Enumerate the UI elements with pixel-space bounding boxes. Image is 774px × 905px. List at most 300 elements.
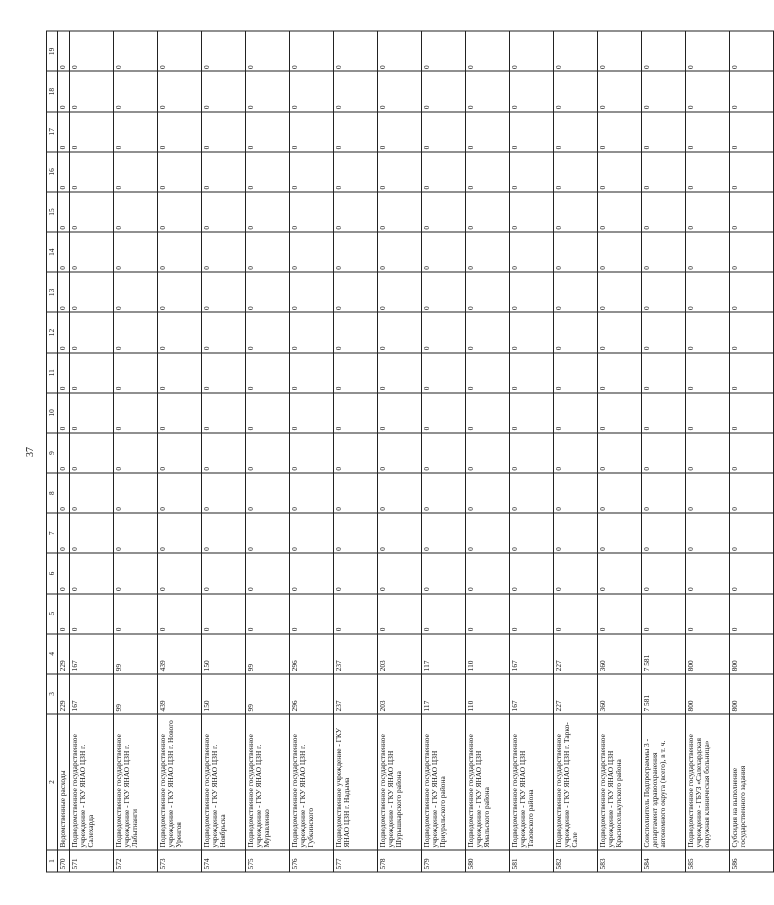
value-cell: 0 bbox=[333, 31, 377, 71]
value-cell: 0 bbox=[245, 473, 289, 513]
value-cell: 0 bbox=[201, 433, 245, 473]
value-cell: 439 bbox=[157, 674, 201, 714]
value-cell: 0 bbox=[597, 513, 641, 553]
value-cell: 0 bbox=[641, 112, 685, 152]
value-cell: 0 bbox=[157, 272, 201, 312]
value-cell: 0 bbox=[465, 473, 509, 513]
value-cell: 0 bbox=[113, 473, 157, 513]
value-cell: 0 bbox=[113, 553, 157, 593]
value-cell: 0 bbox=[509, 353, 553, 393]
value-cell: 0 bbox=[333, 312, 377, 352]
value-cell: 0 bbox=[641, 513, 685, 553]
table-row bbox=[421, 31, 465, 872]
value-cell: 0 bbox=[729, 72, 773, 112]
value-cell: 0 bbox=[113, 353, 157, 393]
column-header: 1 bbox=[47, 850, 58, 872]
value-cell: 0 bbox=[201, 232, 245, 272]
value-cell: 0 bbox=[201, 112, 245, 152]
value-cell: 0 bbox=[245, 192, 289, 232]
value-cell: 0 bbox=[641, 594, 685, 634]
value-cell: 0 bbox=[58, 513, 69, 553]
value-cell: 0 bbox=[421, 433, 465, 473]
value-cell: 0 bbox=[58, 72, 69, 112]
value-cell: 0 bbox=[333, 192, 377, 232]
value-cell: 0 bbox=[157, 553, 201, 593]
value-cell: 229 bbox=[58, 634, 69, 674]
value-cell: 0 bbox=[58, 312, 69, 352]
row-number: 583 bbox=[597, 850, 641, 872]
table-row bbox=[685, 31, 729, 872]
value-cell: 0 bbox=[289, 192, 333, 232]
value-cell: 0 bbox=[377, 433, 421, 473]
value-cell: 0 bbox=[421, 594, 465, 634]
value-cell: 0 bbox=[421, 473, 465, 513]
value-cell: 0 bbox=[553, 312, 597, 352]
table-row bbox=[245, 31, 289, 872]
table-row bbox=[509, 31, 553, 872]
value-cell: 0 bbox=[553, 232, 597, 272]
column-header: 9 bbox=[47, 433, 58, 473]
value-cell: 0 bbox=[69, 232, 113, 272]
value-cell: 0 bbox=[333, 473, 377, 513]
value-cell: 0 bbox=[553, 594, 597, 634]
column-header: 13 bbox=[47, 272, 58, 312]
value-cell: 0 bbox=[641, 152, 685, 192]
value-cell: 0 bbox=[509, 553, 553, 593]
value-cell: 0 bbox=[157, 152, 201, 192]
value-cell: 0 bbox=[465, 112, 509, 152]
value-cell: 110 bbox=[465, 674, 509, 714]
value-cell: 0 bbox=[289, 353, 333, 393]
value-cell: 0 bbox=[377, 72, 421, 112]
page-number: 37 bbox=[25, 447, 36, 457]
value-cell: 0 bbox=[157, 31, 201, 71]
value-cell: 0 bbox=[465, 312, 509, 352]
column-header: 7 bbox=[47, 513, 58, 553]
row-name: Соисполнитель Подпрограммы 3 - департамент здравоохранения автономного округа (всего), в т. ч. bbox=[641, 714, 685, 850]
value-cell: 0 bbox=[58, 272, 69, 312]
row-number: 582 bbox=[553, 850, 597, 872]
value-cell: 0 bbox=[729, 152, 773, 192]
value-cell: 0 bbox=[113, 232, 157, 272]
value-cell: 0 bbox=[553, 393, 597, 433]
row-name: Подведомственное государственное учреждение - ГКУ ЯНАО ЦЗН Тазовского района bbox=[509, 714, 553, 850]
value-cell: 0 bbox=[553, 152, 597, 192]
value-cell: 0 bbox=[597, 353, 641, 393]
column-header: 15 bbox=[47, 192, 58, 232]
value-cell: 0 bbox=[685, 152, 729, 192]
value-cell: 0 bbox=[597, 312, 641, 352]
value-cell: 0 bbox=[201, 31, 245, 71]
value-cell: 800 bbox=[729, 634, 773, 674]
table-row bbox=[58, 31, 69, 872]
value-cell: 0 bbox=[289, 312, 333, 352]
value-cell: 99 bbox=[113, 674, 157, 714]
value-cell: 99 bbox=[245, 674, 289, 714]
value-cell: 0 bbox=[509, 312, 553, 352]
value-cell: 0 bbox=[553, 31, 597, 71]
value-cell: 0 bbox=[597, 152, 641, 192]
value-cell: 0 bbox=[69, 553, 113, 593]
value-cell: 0 bbox=[509, 112, 553, 152]
value-cell: 0 bbox=[157, 433, 201, 473]
value-cell: 0 bbox=[685, 72, 729, 112]
row-number: 576 bbox=[289, 850, 333, 872]
value-cell: 0 bbox=[553, 272, 597, 312]
column-header: 14 bbox=[47, 232, 58, 272]
value-cell: 0 bbox=[685, 312, 729, 352]
value-cell: 0 bbox=[509, 473, 553, 513]
value-cell: 0 bbox=[333, 72, 377, 112]
value-cell: 0 bbox=[245, 72, 289, 112]
row-number: 573 bbox=[157, 850, 201, 872]
column-header: 6 bbox=[47, 553, 58, 593]
value-cell: 0 bbox=[597, 112, 641, 152]
row-name: Подведомственное государственное учреждение - ГКУ ЯНАО ЦЗН Шурышкарского района bbox=[377, 714, 421, 850]
column-header: 5 bbox=[47, 594, 58, 634]
value-cell: 0 bbox=[641, 353, 685, 393]
column-header-row bbox=[47, 31, 58, 872]
value-cell: 0 bbox=[729, 594, 773, 634]
row-name: Ведомственные расходы bbox=[58, 714, 69, 850]
value-cell: 0 bbox=[421, 152, 465, 192]
value-cell: 0 bbox=[421, 513, 465, 553]
value-cell: 0 bbox=[729, 272, 773, 312]
value-cell: 0 bbox=[333, 513, 377, 553]
value-cell: 237 bbox=[333, 674, 377, 714]
value-cell: 0 bbox=[245, 272, 289, 312]
value-cell: 167 bbox=[509, 674, 553, 714]
value-cell: 0 bbox=[377, 594, 421, 634]
value-cell: 0 bbox=[641, 31, 685, 71]
budget-table bbox=[46, 31, 774, 873]
value-cell: 0 bbox=[113, 594, 157, 634]
value-cell: 0 bbox=[58, 192, 69, 232]
table-row bbox=[113, 31, 157, 872]
value-cell: 99 bbox=[245, 634, 289, 674]
value-cell: 0 bbox=[113, 192, 157, 232]
value-cell: 0 bbox=[685, 393, 729, 433]
value-cell: 0 bbox=[289, 72, 333, 112]
value-cell: 0 bbox=[729, 192, 773, 232]
value-cell: 0 bbox=[597, 232, 641, 272]
value-cell: 0 bbox=[245, 513, 289, 553]
value-cell: 0 bbox=[69, 272, 113, 312]
value-cell: 0 bbox=[69, 192, 113, 232]
value-cell: 0 bbox=[685, 192, 729, 232]
row-name: Подведомственное государственное учреждение - ГКУ ЯНАО ЦЗН г. Лабытнанги bbox=[113, 714, 157, 850]
value-cell: 0 bbox=[729, 232, 773, 272]
value-cell: 0 bbox=[69, 393, 113, 433]
value-cell: 296 bbox=[289, 674, 333, 714]
row-name: Подведомственное государственное учреждение - ГКУ ЯНАО ЦЗН г. Нового Уренгоя bbox=[157, 714, 201, 850]
value-cell: 0 bbox=[597, 553, 641, 593]
table-row bbox=[289, 31, 333, 872]
value-cell: 0 bbox=[377, 152, 421, 192]
value-cell: 0 bbox=[509, 232, 553, 272]
value-cell: 0 bbox=[421, 272, 465, 312]
row-name: Подведомственное государственное учреждение - ГКУ ЯНАО ЦЗН г. Муравленко bbox=[245, 714, 289, 850]
value-cell: 0 bbox=[465, 232, 509, 272]
value-cell: 0 bbox=[465, 393, 509, 433]
value-cell: 0 bbox=[641, 72, 685, 112]
value-cell: 0 bbox=[729, 353, 773, 393]
value-cell: 0 bbox=[641, 433, 685, 473]
table-row bbox=[69, 31, 113, 872]
value-cell: 0 bbox=[465, 272, 509, 312]
table-row bbox=[157, 31, 201, 872]
value-cell: 0 bbox=[377, 192, 421, 232]
value-cell: 237 bbox=[333, 634, 377, 674]
column-header: 19 bbox=[47, 31, 58, 71]
row-number: 570 bbox=[58, 850, 69, 872]
value-cell: 0 bbox=[289, 433, 333, 473]
value-cell: 0 bbox=[157, 232, 201, 272]
value-cell: 0 bbox=[157, 393, 201, 433]
value-cell: 0 bbox=[157, 192, 201, 232]
value-cell: 0 bbox=[58, 433, 69, 473]
value-cell: 0 bbox=[729, 31, 773, 71]
value-cell: 0 bbox=[333, 353, 377, 393]
table-row bbox=[641, 31, 685, 872]
row-name: Подведомственное государственное учреждение - ГКУ ЯНАО ЦЗН г. Тарко-Сале bbox=[553, 714, 597, 850]
value-cell: 227 bbox=[553, 674, 597, 714]
value-cell: 0 bbox=[377, 553, 421, 593]
value-cell: 0 bbox=[729, 393, 773, 433]
value-cell: 0 bbox=[465, 594, 509, 634]
row-name: Подведомственное государственное учреждение - ГКУ ЯНАО ЦЗН г. Ноябрьска bbox=[201, 714, 245, 850]
value-cell: 0 bbox=[113, 272, 157, 312]
value-cell: 0 bbox=[729, 473, 773, 513]
row-number: 578 bbox=[377, 850, 421, 872]
value-cell: 0 bbox=[641, 272, 685, 312]
row-name: Подведомственное государственное учреждение - ГКУ ЯНАО ЦЗН Ямальского района bbox=[465, 714, 509, 850]
value-cell: 0 bbox=[157, 72, 201, 112]
value-cell: 0 bbox=[245, 433, 289, 473]
value-cell: 0 bbox=[113, 312, 157, 352]
value-cell: 0 bbox=[201, 272, 245, 312]
value-cell: 0 bbox=[113, 513, 157, 553]
value-cell: 360 bbox=[597, 674, 641, 714]
rotated-page bbox=[20, 20, 747, 885]
value-cell: 0 bbox=[377, 513, 421, 553]
row-number: 575 bbox=[245, 850, 289, 872]
value-cell: 0 bbox=[289, 272, 333, 312]
value-cell: 800 bbox=[685, 674, 729, 714]
row-number: 586 bbox=[729, 850, 773, 872]
value-cell: 0 bbox=[421, 553, 465, 593]
column-header: 3 bbox=[47, 674, 58, 714]
value-cell: 0 bbox=[685, 232, 729, 272]
value-cell: 0 bbox=[289, 393, 333, 433]
value-cell: 0 bbox=[597, 393, 641, 433]
value-cell: 0 bbox=[729, 513, 773, 553]
value-cell: 0 bbox=[685, 112, 729, 152]
value-cell: 0 bbox=[245, 232, 289, 272]
value-cell: 0 bbox=[289, 594, 333, 634]
value-cell: 0 bbox=[245, 152, 289, 192]
value-cell: 0 bbox=[69, 152, 113, 192]
row-name: Подведомственное учреждение - ГКУ ЯНАО ЦЗН г. Надыма bbox=[333, 714, 377, 850]
value-cell: 0 bbox=[201, 72, 245, 112]
row-name: Подведомственное государственное учреждение - ГКУ ЯНАО ЦЗН Приуральского района bbox=[421, 714, 465, 850]
column-header: 8 bbox=[47, 473, 58, 513]
value-cell: 0 bbox=[377, 473, 421, 513]
value-cell: 0 bbox=[289, 112, 333, 152]
value-cell: 0 bbox=[729, 312, 773, 352]
value-cell: 0 bbox=[421, 353, 465, 393]
value-cell: 0 bbox=[333, 594, 377, 634]
value-cell: 0 bbox=[58, 232, 69, 272]
value-cell: 0 bbox=[553, 433, 597, 473]
value-cell: 0 bbox=[641, 312, 685, 352]
value-cell: 0 bbox=[289, 31, 333, 71]
value-cell: 0 bbox=[58, 112, 69, 152]
row-name: Подведомственное государственное учреждение - ГКУ ЯНАО ЦЗН г. Салехарда bbox=[69, 714, 113, 850]
column-header: 2 bbox=[47, 714, 58, 850]
value-cell: 0 bbox=[641, 232, 685, 272]
value-cell: 0 bbox=[509, 31, 553, 71]
value-cell: 0 bbox=[69, 312, 113, 352]
value-cell: 0 bbox=[597, 272, 641, 312]
value-cell: 0 bbox=[69, 353, 113, 393]
value-cell: 0 bbox=[157, 594, 201, 634]
value-cell: 0 bbox=[421, 232, 465, 272]
value-cell: 0 bbox=[333, 393, 377, 433]
value-cell: 0 bbox=[685, 513, 729, 553]
value-cell: 99 bbox=[113, 634, 157, 674]
column-header: 17 bbox=[47, 112, 58, 152]
column-header: 18 bbox=[47, 72, 58, 112]
value-cell: 0 bbox=[58, 553, 69, 593]
value-cell: 800 bbox=[729, 674, 773, 714]
value-cell: 150 bbox=[201, 674, 245, 714]
value-cell: 0 bbox=[377, 272, 421, 312]
table-row bbox=[729, 31, 773, 872]
value-cell: 0 bbox=[553, 473, 597, 513]
value-cell: 0 bbox=[641, 473, 685, 513]
value-cell: 0 bbox=[333, 433, 377, 473]
value-cell: 150 bbox=[201, 634, 245, 674]
column-header: 16 bbox=[47, 152, 58, 192]
value-cell: 0 bbox=[201, 353, 245, 393]
value-cell: 0 bbox=[58, 473, 69, 513]
value-cell: 0 bbox=[509, 152, 553, 192]
column-header: 4 bbox=[47, 634, 58, 674]
value-cell: 0 bbox=[289, 513, 333, 553]
value-cell: 0 bbox=[333, 232, 377, 272]
value-cell: 0 bbox=[245, 553, 289, 593]
value-cell: 0 bbox=[157, 312, 201, 352]
value-cell: 0 bbox=[289, 152, 333, 192]
value-cell: 0 bbox=[553, 192, 597, 232]
value-cell: 0 bbox=[58, 353, 69, 393]
value-cell: 0 bbox=[421, 393, 465, 433]
value-cell: 0 bbox=[685, 553, 729, 593]
value-cell: 0 bbox=[465, 152, 509, 192]
value-cell: 0 bbox=[597, 31, 641, 71]
value-cell: 800 bbox=[685, 634, 729, 674]
value-cell: 0 bbox=[157, 473, 201, 513]
row-number: 571 bbox=[69, 850, 113, 872]
value-cell: 0 bbox=[289, 553, 333, 593]
value-cell: 0 bbox=[201, 192, 245, 232]
value-cell: 0 bbox=[113, 433, 157, 473]
value-cell: 0 bbox=[509, 72, 553, 112]
value-cell: 0 bbox=[113, 72, 157, 112]
value-cell: 0 bbox=[113, 112, 157, 152]
value-cell: 0 bbox=[553, 513, 597, 553]
table-row bbox=[553, 31, 597, 872]
value-cell: 0 bbox=[201, 312, 245, 352]
value-cell: 0 bbox=[245, 312, 289, 352]
value-cell: 0 bbox=[641, 192, 685, 232]
value-cell: 0 bbox=[201, 513, 245, 553]
value-cell: 0 bbox=[509, 393, 553, 433]
value-cell: 0 bbox=[69, 513, 113, 553]
value-cell: 0 bbox=[69, 433, 113, 473]
table-row bbox=[333, 31, 377, 872]
value-cell: 0 bbox=[245, 112, 289, 152]
value-cell: 229 bbox=[58, 674, 69, 714]
value-cell: 0 bbox=[597, 473, 641, 513]
value-cell: 0 bbox=[509, 272, 553, 312]
row-number: 572 bbox=[113, 850, 157, 872]
value-cell: 167 bbox=[69, 674, 113, 714]
value-cell: 0 bbox=[333, 553, 377, 593]
value-cell: 0 bbox=[377, 312, 421, 352]
value-cell: 0 bbox=[201, 393, 245, 433]
value-cell: 0 bbox=[685, 272, 729, 312]
value-cell: 110 bbox=[465, 634, 509, 674]
row-name: Субсидия на выполнение государственного задания bbox=[729, 714, 773, 850]
value-cell: 0 bbox=[465, 192, 509, 232]
value-cell: 0 bbox=[157, 513, 201, 553]
value-cell: 167 bbox=[69, 634, 113, 674]
value-cell: 0 bbox=[69, 594, 113, 634]
value-cell: 0 bbox=[69, 473, 113, 513]
value-cell: 0 bbox=[685, 353, 729, 393]
value-cell: 0 bbox=[509, 433, 553, 473]
value-cell: 0 bbox=[685, 473, 729, 513]
value-cell: 0 bbox=[201, 594, 245, 634]
value-cell: 0 bbox=[553, 353, 597, 393]
value-cell: 0 bbox=[289, 232, 333, 272]
value-cell: 0 bbox=[377, 393, 421, 433]
value-cell: 0 bbox=[69, 31, 113, 71]
value-cell: 0 bbox=[421, 112, 465, 152]
value-cell: 0 bbox=[113, 393, 157, 433]
value-cell: 0 bbox=[58, 31, 69, 71]
value-cell: 0 bbox=[597, 72, 641, 112]
value-cell: 0 bbox=[509, 594, 553, 634]
value-cell: 0 bbox=[333, 152, 377, 192]
column-header: 12 bbox=[47, 312, 58, 352]
value-cell: 0 bbox=[729, 433, 773, 473]
value-cell: 0 bbox=[465, 553, 509, 593]
value-cell: 0 bbox=[201, 152, 245, 192]
value-cell: 227 bbox=[553, 634, 597, 674]
value-cell: 0 bbox=[58, 393, 69, 433]
value-cell: 360 bbox=[597, 634, 641, 674]
value-cell: 0 bbox=[509, 192, 553, 232]
row-name: Подведомственное государственное учреждение - ГБУЗ «Салехардская окружная клиническая больница» bbox=[685, 714, 729, 850]
value-cell: 0 bbox=[245, 31, 289, 71]
value-cell: 203 bbox=[377, 674, 421, 714]
value-cell: 203 bbox=[377, 634, 421, 674]
value-cell: 0 bbox=[157, 112, 201, 152]
row-number: 579 bbox=[421, 850, 465, 872]
